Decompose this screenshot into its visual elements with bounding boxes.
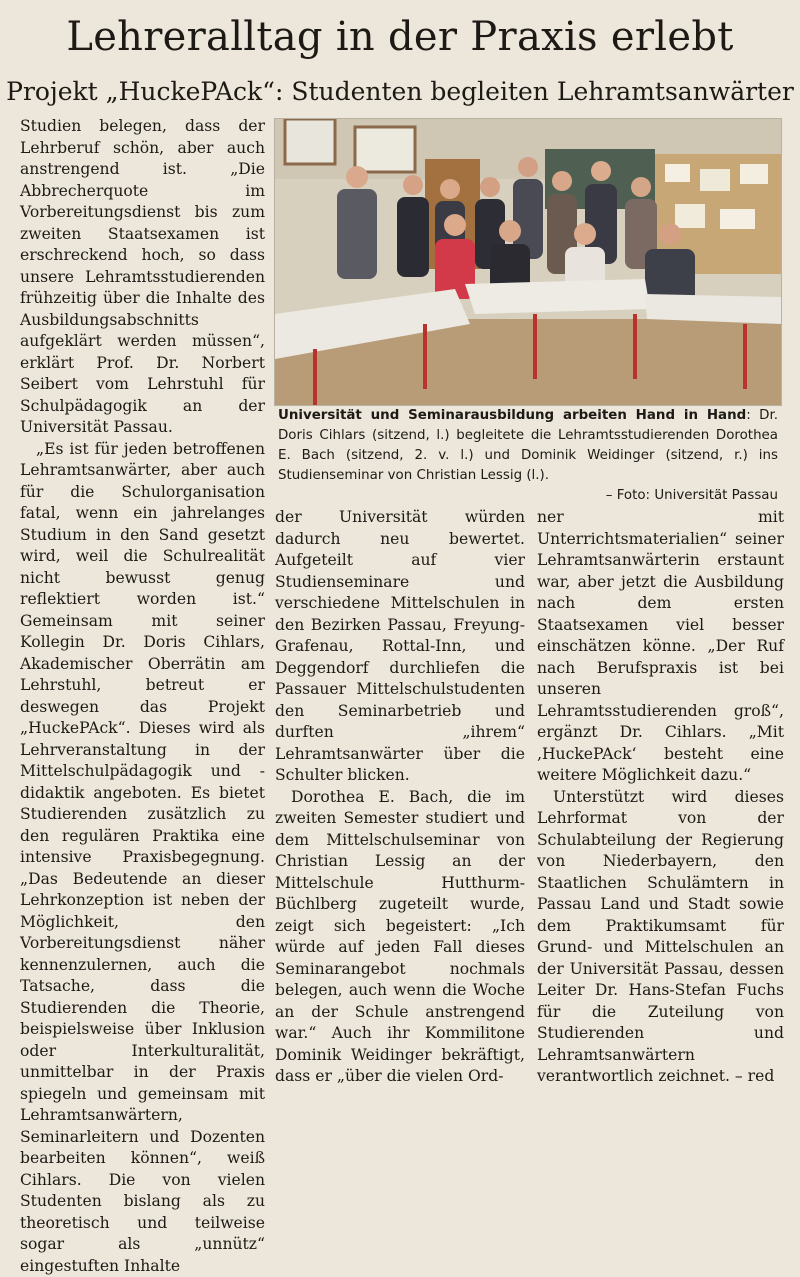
caption-text: : Dr. Doris Cihlars (sitzend, l.) begleitete die Lehramtsstudierenden Dorothea E. Bach (sitzend, 2. v. l.) und Dominik Weidinger (sitzend, r.) ins Studienseminar von Christian Lessig (l.). [278, 408, 778, 483]
subheadline: Projekt „HuckePAck“: Studenten begleiten Lehramtsanwärter [0, 76, 800, 108]
article-column-3 [537, 507, 784, 1088]
photo-caption [278, 406, 778, 506]
paragraph: „Es ist für jeden betroffenen Lehramtsanwärter, aber auch für die Schulorganisation fatal, wenn ein jahrelanges Studium in den Sand gesetzt wird, weil die Schulrealität nicht bewusst genug reflektiert worden ist.“ Gemeinsam mit seiner Kollegin Dr. Doris Cihlars, Akademischer Oberrätin am Lehrstuhl, betreut er deswegen das Projekt „HuckePAck“. Dieses wird als Lehrveranstaltung in der Mittelschulpädagogik und -didaktik angeboten. Es bietet Studierenden zusätzlich zu den regulären Praktika eine intensive Praxisbegegnung. „Das Bedeutende an dieser Lehrkonzeption ist neben der Möglichkeit, den Vorbereitungsdienst näher kennenzulernen, auch die Tatsache, dass die Studierenden die Theorie, beispielsweise über Inklusion oder Interkulturalität, unmittelbar in der Praxis spiegeln und gemeinsam mit Lehramtsanwärtern, Seminarleitern und Dozenten bearbeiten können“, weiß Cihlars. Die von vielen Studenten bislang als zu theoretisch und teilweise sogar als „unnütz“ eingestuften Inhalte [20, 439, 265, 1277]
paragraph: der Universität würden dadurch neu bewertet. Aufgeteilt auf vier Studienseminare und verschiedene Mittelschulen in den Bezirken Passau, Freyung-Grafenau, Rottal-Inn, und Deggendorf durchliefen die Passauer Mittelschulstudenten den Seminarbetrieb und durften „ihrem“ Lehramtsanwärter über die Schulter blicken. [275, 507, 525, 787]
headline: Lehreralltag in der Praxis erlebt [0, 14, 800, 60]
article-column-1 [20, 116, 265, 1277]
paragraph: Unterstützt wird dieses Lehrformat von der Schulabteilung der Regierung von Niederbayern, den Staatlichen Schulämtern in Passau Land und Stadt sowie dem Praktikumsamt für Grund- und Mittelschulen an der Universität Passau, dessen Leiter Dr. Hans-Stefan Fuchs für die Zuteilung von Studierenden und Lehramtsanwärtern verantwortlich zeichnet. – red [537, 787, 784, 1088]
article-column-2 [275, 507, 525, 1088]
article-photo [274, 118, 782, 406]
photo-credit: – Foto: Universität Passau [278, 486, 778, 506]
caption-bold: Universität und Seminarausbildung arbeiten Hand in Hand [278, 408, 746, 423]
classroom-photo-illustration [275, 119, 781, 405]
paragraph: Studien belegen, dass der Lehrberuf schön, aber auch anstrengend ist. „Die Abbrecherquote im Vorbereitungsdienst bis zum zweiten Staatsexamen ist erschreckend hoch, so dass unsere Lehramtsstudierenden frühzeitig über die Inhalte des Ausbildungsabschnitts aufgeklärt werden müssen“, erklärt Prof. Dr. Norbert Seibert vom Lehrstuhl für Schulpädagogik an der Universität Passau. [20, 116, 265, 439]
paragraph: ner mit Unterrichtsmaterialien“ seiner Lehramtsanwärterin erstaunt war, aber jetzt die Ausbildung nach dem ersten Staatsexamen viel besser einschätzen könne. „Der Ruf nach Berufspraxis ist bei unseren Lehramtsstudierenden groß“, ergänzt Dr. Cihlars. „Mit ‚HuckePAck‘ besteht eine weitere Möglichkeit dazu.“ [537, 507, 784, 787]
paragraph: Dorothea E. Bach, die im zweiten Semester studiert und dem Mittelschulseminar von Christian Lessig an der Mittelschule Hutthurm-Büchlberg zugeteilt wurde, zeigt sich begeistert: „Ich würde auf jeden Fall dieses Seminarangebot nochmals belegen, auch wenn die Woche an der Schule anstrengend war.“ Auch ihr Kommilitone Dominik Weidinger bekräftigt, dass er „über die vielen Ord- [275, 787, 525, 1088]
